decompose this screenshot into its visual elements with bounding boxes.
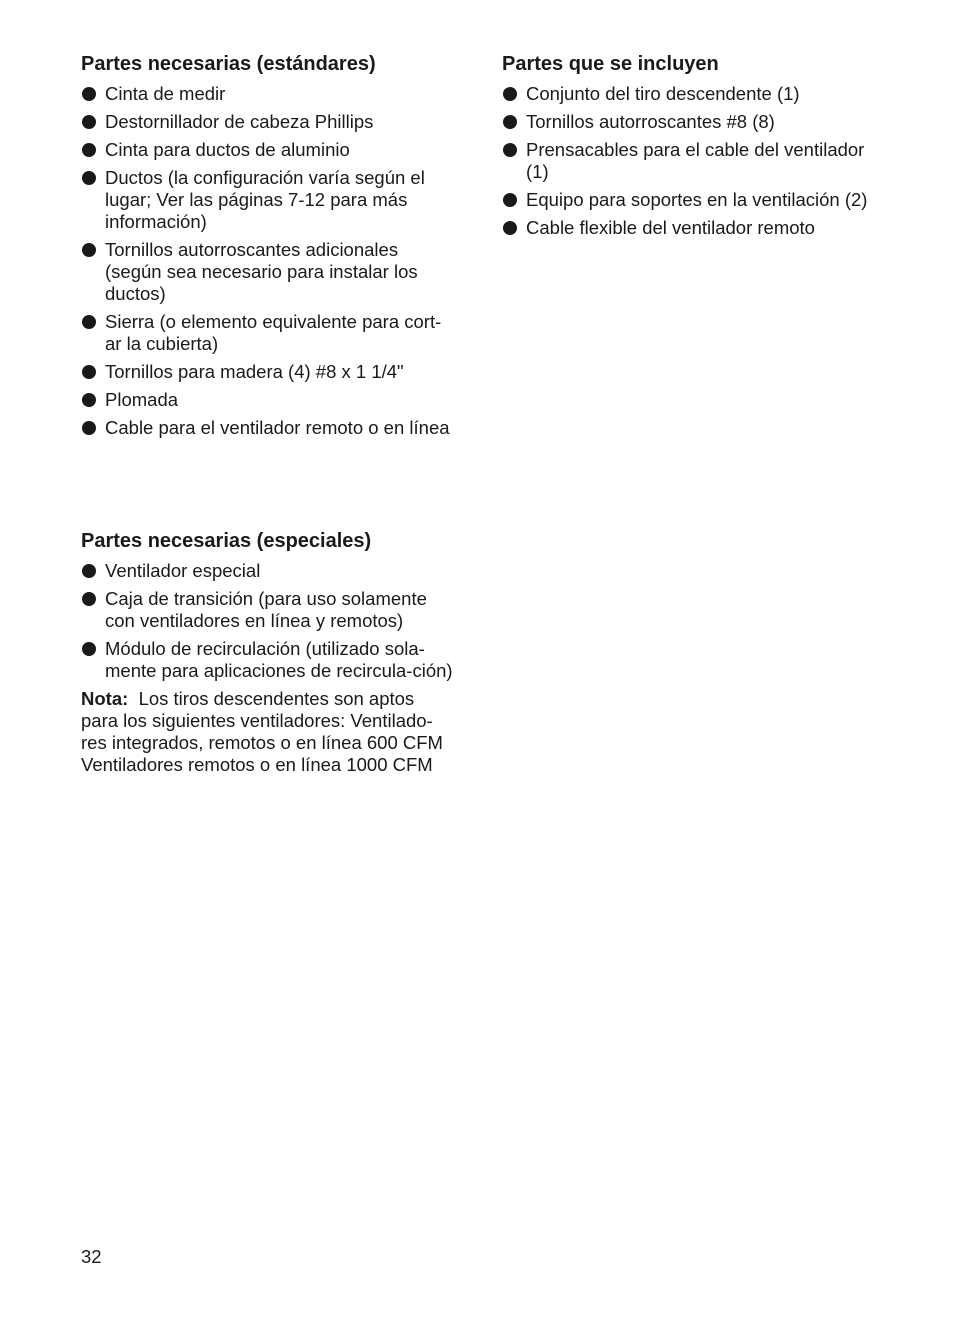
list-item-text: Módulo de recirculación (utilizado sola-mente para aplicaciones de recircula-ción): [105, 638, 453, 681]
bullet-icon: [82, 393, 96, 407]
bullet-icon: [82, 143, 96, 157]
list-item-text: Cinta de medir: [105, 83, 226, 104]
list-item: [81, 389, 456, 411]
list-item-text: Tornillos autorroscantes #8 (8): [526, 111, 775, 132]
special-parts-list: [81, 560, 456, 682]
bullet-icon: [503, 221, 517, 235]
list-item-text: Destornillador de cabeza Phillips: [105, 111, 374, 132]
list-item: [81, 588, 456, 632]
list-item: [502, 83, 877, 105]
list-item: [502, 217, 877, 239]
note-paragraph: [81, 688, 456, 776]
bullet-icon: [82, 421, 96, 435]
list-item: [81, 311, 456, 355]
list-item-text: Equipo para soportes en la ventilación (2): [526, 189, 868, 210]
list-item-text: Conjunto del tiro descendente (1): [526, 83, 800, 104]
list-item: [81, 361, 456, 383]
special-parts-section: [81, 528, 456, 776]
list-item-text: Cable para el ventilador remoto o en línea: [105, 417, 450, 438]
list-item-text: Sierra (o elemento equivalente para cort-ar la cubierta): [105, 311, 442, 354]
page-number: 32: [81, 1246, 102, 1267]
list-item-text: Tornillos para madera (4) #8 x 1 1/4": [105, 361, 404, 382]
list-item-text: Cable flexible del ventilador remoto: [526, 217, 815, 238]
included-parts-section: [502, 51, 877, 245]
bullet-icon: [82, 592, 96, 606]
list-item-text: Plomada: [105, 389, 179, 410]
list-item-text: Prensacables para el cable del ventilador (1): [526, 139, 865, 182]
list-item: [502, 139, 877, 183]
bullet-icon: [82, 564, 96, 578]
list-item: [81, 111, 456, 133]
included-parts-title: Partes que se incluyen: [502, 53, 719, 75]
list-item-text: Tornillos autorroscantes adicionales (según sea necesario para instalar los ductos): [105, 239, 418, 304]
note-text: Los tiros descendentes son aptos para los siguientes ventiladores: Ventilado-res integrados, remotos o en línea 600 CFM Ventiladores remotos o en línea 1000 CFM: [81, 688, 443, 775]
note-label: Nota:: [81, 688, 129, 709]
bullet-icon: [82, 365, 96, 379]
bullet-icon: [82, 171, 96, 185]
bullet-icon: [82, 87, 96, 101]
list-item: [81, 638, 456, 682]
list-item-text: Ductos (la configuración varía según el lugar; Ver las páginas 7-12 para más información): [105, 167, 425, 232]
bullet-icon: [82, 315, 96, 329]
bullet-icon: [503, 143, 517, 157]
standard-parts-list: [81, 83, 456, 439]
list-item: [81, 417, 456, 439]
list-item: [81, 83, 456, 105]
standard-parts-title: Partes necesarias (estándares): [81, 53, 376, 75]
list-item-text: Cinta para ductos de aluminio: [105, 139, 350, 160]
list-item: [81, 167, 456, 233]
list-item: [502, 111, 877, 133]
included-parts-list: [502, 83, 877, 239]
standard-parts-section: [81, 51, 456, 445]
bullet-icon: [503, 87, 517, 101]
list-item-text: Ventilador especial: [105, 560, 261, 581]
special-parts-title: Partes necesarias (especiales): [81, 530, 372, 552]
bullet-icon: [503, 193, 517, 207]
bullet-icon: [82, 115, 96, 129]
list-item: [81, 560, 456, 582]
list-item-text: Caja de transición (para uso solamente con ventiladores en línea y remotos): [105, 588, 427, 631]
bullet-icon: [503, 115, 517, 129]
list-item: [81, 139, 456, 161]
bullet-icon: [82, 243, 96, 257]
bullet-icon: [82, 642, 96, 656]
list-item: [502, 189, 877, 211]
list-item: [81, 239, 456, 305]
